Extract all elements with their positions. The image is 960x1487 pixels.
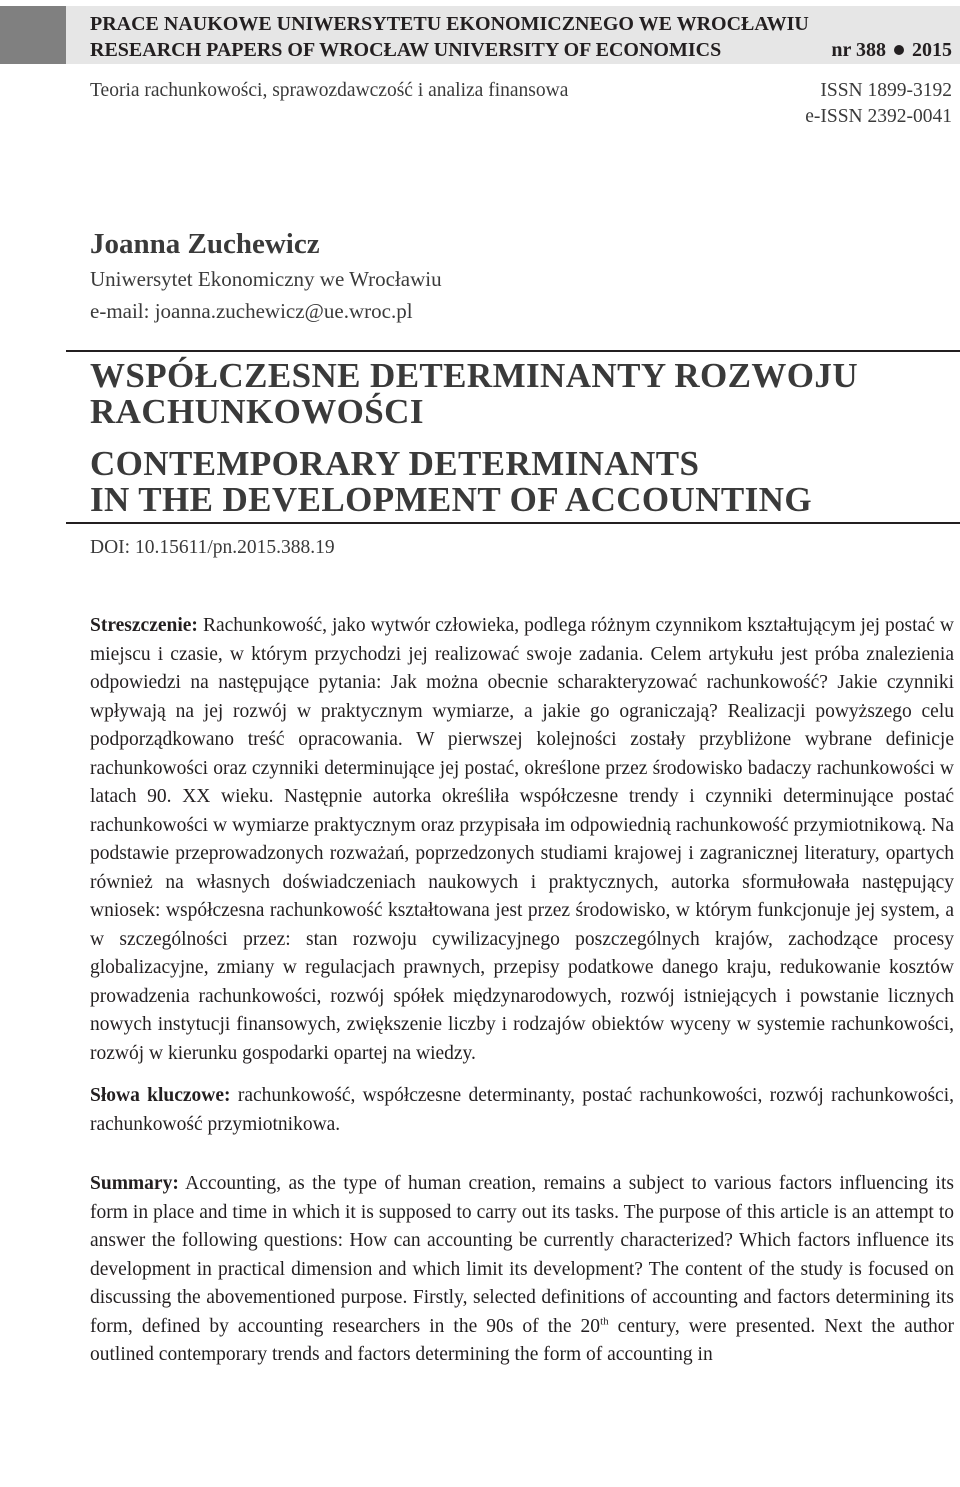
- abstract-label: Streszczenie:: [90, 615, 198, 636]
- title-en-line1: CONTEMPORARY DETERMINANTS: [90, 444, 700, 483]
- issue-year: 2015: [912, 39, 952, 61]
- issue-info: [831, 37, 952, 63]
- eissn: e-ISSN 2392-0041: [805, 106, 952, 127]
- title-rule-bottom: [66, 522, 960, 524]
- summary-en: [90, 1170, 954, 1370]
- issn: ISSN 1899-3192: [820, 80, 952, 101]
- author-affiliation: Uniwersytet Ekonomiczny we Wrocławiu: [90, 267, 442, 291]
- author-name: Joanna Zuchewicz: [90, 228, 320, 260]
- title-pl-line1: WSPÓŁCZESNE DETERMINANTY ROZWOJU: [90, 356, 858, 395]
- summary-text: Accounting, as the type of human creation, remains a subject to various factors influencing its form in place and time in which it is supposed to carry out its tasks. The purpose of this article is an attempt to answer the following questions: How can accounting be currently characterized? Which factors influence its development in practical dimension and which limit its development? The content of the study is focused on discussing the abovementioned purpose. Firstly, selected definitions of accounting and factors determining its form, defined by accounting researchers in the 90s of the 20: [90, 1173, 954, 1337]
- title-en: [90, 446, 952, 518]
- series-title-en: RESEARCH PAPERS OF WROCŁAW UNIVERSITY OF ECONOMICS: [90, 39, 722, 61]
- title-block: [90, 358, 952, 518]
- abstract-text: Rachunkowość, jako wytwór człowieka, podlega różnym czynnikom kształtującym jej postać w miejscu i czasie, w którym przychodzi jej realizować swoje zadania. Celem artykułu jest próba znalezienia odpowiedzi na następujące pytania: Jak można obecnie scharakteryzować rachunkowość? Jakie czynniki wpływają na jej rozwój w praktycznym wymiarze, a jakie go ograniczają? Realizacji powyższego celu podporządkowano treść opracowania. W pierwszej kolejności zostały przybliżone wybrane definicje rachunkowości oraz czynniki determinujące jej postać, określone przez środowisko badaczy rachunkowości w latach 90. XX wieku. Następnie autorka określiła współczesne trendy i czynniki determinujące postać rachunkowości w wymiarze praktycznym oraz przypisała im odpowiednią rachunkowość przymiotnikową. Na podstawie przeprowadzonych rozważań, poprzedzonych studiami krajowej i zagranicznej literatury, opartych również na własnych doświadczeniach naukowych i praktycznych, autorka sformułowała następujący wniosek: współczesna rachunkowość kształtowana jest przez środowisko, w którym funkcjonuje jej system, a w szczególności przez: stan rozwoju cywilizacyjnego poszczególnych krajów, zachodzące procesy globalizacyjne, zmiany w regulacjach prawnych, przepisy podatkowe danego kraju, redukowanie kosztów prowadzenia rachunkowości, rozwój spółek międzynarodowych, rozwój istniejących i powstanie licznych nowych instytucji finansowych, zwiększenie liczby i rodzajów obiektów wyceny w systemie rachunkowości, rozwój w kierunku gospodarki opartej na wiedzy.: [90, 615, 954, 1064]
- abstract-pl: [90, 612, 954, 1068]
- keywords-label: Słowa kluczowe:: [90, 1085, 231, 1106]
- summary-superscript: th: [600, 1315, 609, 1327]
- title-en-line2: IN THE DEVELOPMENT OF ACCOUNTING: [90, 480, 812, 519]
- keywords-pl: [90, 1082, 954, 1139]
- journal-title: Teoria rachunkowości, sprawozdawczość i analiza finansowa: [90, 80, 569, 101]
- doi: DOI: 10.15611/pn.2015.388.19: [90, 537, 335, 558]
- abstract-section: [90, 612, 954, 1370]
- journal-info: [90, 78, 952, 130]
- title-pl-line2: RACHUNKOWOŚCI: [90, 392, 424, 431]
- title-rule-top: [66, 350, 960, 352]
- series-header: [90, 11, 952, 63]
- issue-number: nr 388: [831, 39, 886, 61]
- title-pl: [90, 358, 952, 430]
- author-block: [90, 225, 952, 327]
- keywords-text: rachunkowość, współczesne determinanty, postać rachunkowości, rozwój rachunkowości, rachunkowość przymiotnikowa.: [90, 1085, 954, 1135]
- series-title-pl: PRACE NAUKOWE UNIWERSYTETU EKONOMICZNEGO WE WROCŁAWIU: [90, 13, 809, 35]
- header-band-block: [0, 6, 66, 64]
- summary-label: Summary:: [90, 1173, 179, 1194]
- author-email: e-mail: joanna.zuchewicz@ue.wroc.pl: [90, 299, 413, 323]
- bullet-icon: [894, 45, 904, 55]
- summary-text-cont: century, were presented. Next the author outlined contemporary trends and factors determining the form of accounting in: [90, 1315, 954, 1365]
